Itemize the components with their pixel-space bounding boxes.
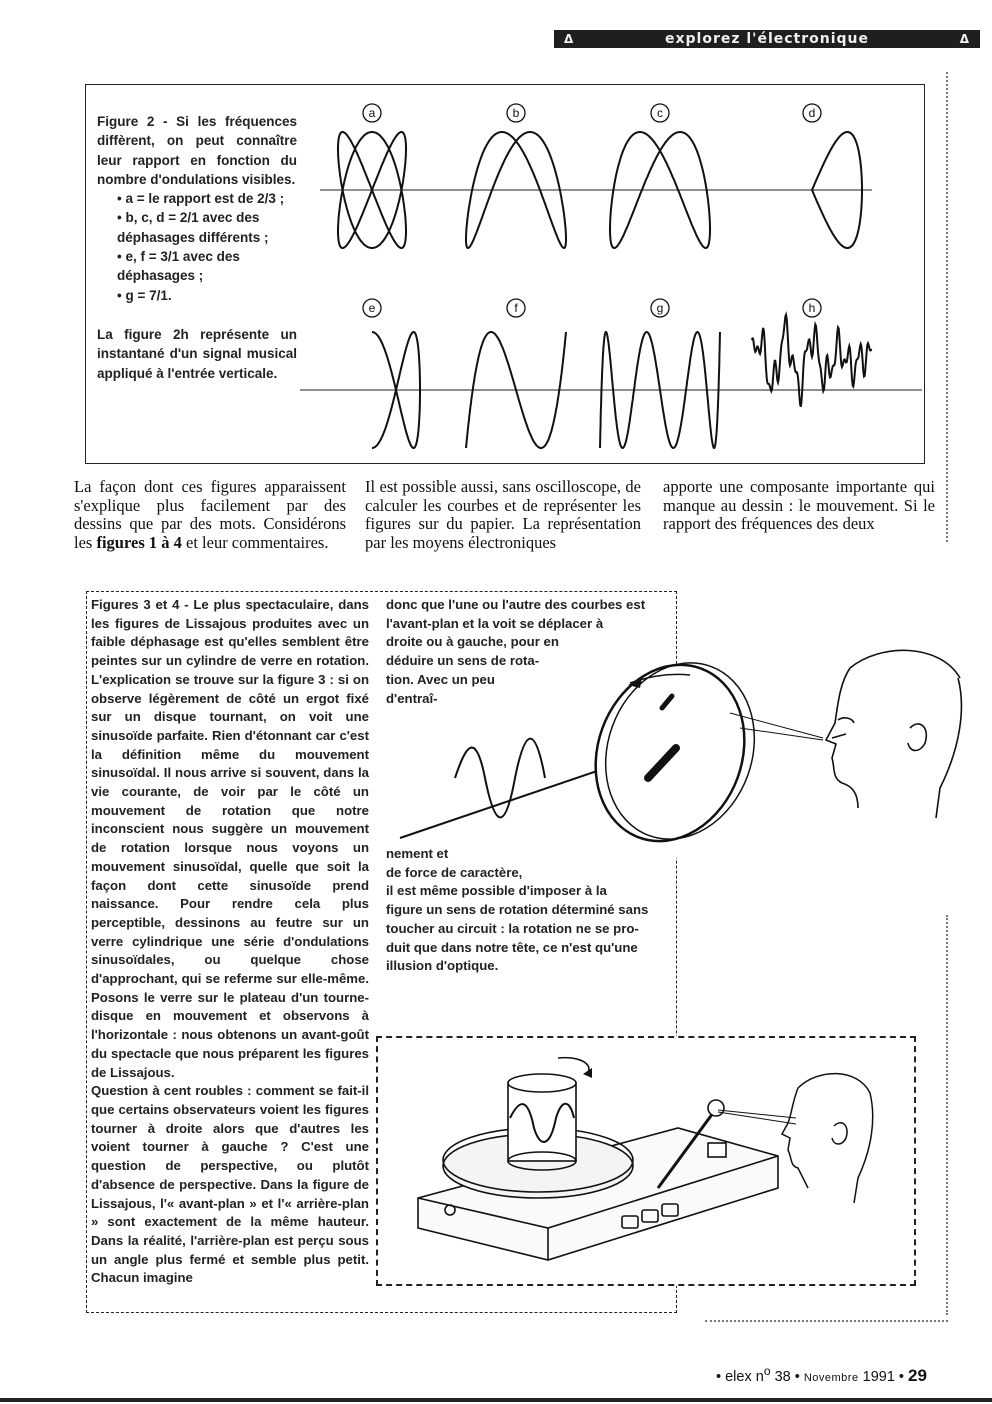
margin-dotted-rule <box>946 915 948 1315</box>
body-column-3: apporte une composante importante qui manque au dessin : le mouvement. Si le rapport des fréquences des deux <box>663 477 935 533</box>
figure-label-h: h <box>808 301 816 315</box>
page-number: 29 <box>908 1365 927 1385</box>
triangle-icon: Δ <box>959 32 970 46</box>
text-line: tion. Avec un peu <box>386 671 495 687</box>
column-text: La façon dont ces figures apparaissent s'explique plus facilement par des dessins que par des mots. Considérons les <box>74 477 346 552</box>
text-line: toucher au circuit : la rotation ne se pro- <box>386 920 639 936</box>
lissajous-curve <box>752 315 872 407</box>
text-line: l'avant-plan et la voit se déplacer à <box>386 615 604 631</box>
figure-label-b: b <box>512 106 520 120</box>
body-column-2: Il est possible aussi, sans oscilloscope, de calculer les courbes et de représenter les figures sur du papier. La représentation par les moyens électroniques <box>365 477 641 552</box>
text-line: illusion d'optique. <box>386 958 499 974</box>
footer-bullet: • <box>716 1368 722 1385</box>
figures-3-4-text <box>91 596 369 1288</box>
magazine-name: elex n <box>725 1368 764 1385</box>
figure-4-turntable-illustration <box>378 1038 914 1284</box>
banner-title: explorez l'électronique <box>664 31 870 47</box>
footer-bullet: • <box>898 1368 904 1385</box>
text-line: droite ou à gauche, pour en <box>386 634 559 650</box>
body-column-1 <box>74 478 346 552</box>
figure-3-rotating-disk-illustration <box>380 628 965 858</box>
issue-year: 1991 <box>862 1368 895 1385</box>
text-line: figure un sens de rotation déterminé sans <box>386 902 649 918</box>
paragraph: Figures 3 et 4 - Le plus spectaculaire, dans les figures de Lissajous produites avec un faible déphasage est qu'elles semblent être peintes sur un cylindre de verre en rotation. L'explication se trouve sur la figure 3 : si on observe légèrement de côté un ergot fixé sur un disque tournant, on voit une sinusoïde parfaite. Rien d'étonnant car c'est la définition même du mouvement sinusoïdal. Il nous arrive si souvent, dans la vie courante, de voir par le côté un mouvement de rotation que notre inconscient nous suggère un mouvement de rotation lorsque nous voyons un mouvement sinusoïdal, quelle que soit la façon dont cette sinusoïde prend naissance. Pour rendre cela plus perceptible, dessinons au feutre sur un verre cylindrique une série d'ondulations sinusoïdales, ou quelque chose d'approchant, qui se referme sur elle-même. Posons le verre sur le plateau d'un tourne-disque en mouvement et observons à l'horizontale : nous obtenons un avant-goût du spectacle que nous préparent les figures de Lissajous. <box>91 597 369 1080</box>
figures-3-4-text-continued <box>386 845 671 976</box>
figure-label-g: g <box>656 301 664 315</box>
footer-dotted-rule <box>705 1320 948 1322</box>
caption-item: • a = le rapport est de 2/3 ; <box>117 191 285 207</box>
figure-label-e: e <box>368 301 376 315</box>
figure-label-a: a <box>368 106 376 120</box>
caption-intro: Figure 2 - Si les fréquences diffèrent, on peut connaître leur rapport en fonction du nombre d'ondulations visibles. <box>97 114 297 187</box>
text-line: il est même possible d'imposer à la <box>386 883 607 899</box>
number-sign: o <box>763 1364 771 1378</box>
margin-dotted-rule <box>946 72 948 542</box>
lissajous-figures <box>300 98 925 450</box>
issue-month: Novembre <box>803 1371 859 1384</box>
text-line: de force de caractère, <box>386 864 523 880</box>
footer-bullet: • <box>794 1368 800 1385</box>
text-line: déduire un sens de rota- <box>386 653 540 669</box>
caption-note: La figure 2h représente un instantané d'un signal musical appliqué à l'entrée verticale. <box>97 326 297 381</box>
caption-item: • b, c, d = 2/1 avec des déphasages différents ; <box>117 210 269 245</box>
glass-cylinder <box>508 1083 576 1161</box>
caption-item: • e, f = 3/1 avec des déphasages ; <box>117 249 240 284</box>
figure-label-d: d <box>808 106 816 120</box>
text-line: duit que dans notre tête, ce n'est qu'une <box>386 939 638 955</box>
issue-number: 38 <box>774 1368 791 1385</box>
section-banner <box>554 30 980 48</box>
figure-label-c: c <box>657 106 663 120</box>
text-line: nement et <box>386 846 449 861</box>
paragraph: Question à cent roubles : comment se fait-il que certains observateurs voient les figures tourner à droite alors que d'autres les voient tourner à gauche ? C'est une question de perspective, ou plutôt d'absence de perspective. Dans la figure de Lissajous, l'« avant-plan » et l'« arrière-plan » sont exactement de la même hauteur. Dans la réalité, l'arrière-plan est perçu sous un angle plus fermé et semble plus petit. Chacun imagine <box>91 1083 369 1286</box>
observer-head-icon <box>782 1074 873 1203</box>
page-footer <box>716 1364 927 1386</box>
column-text: et leur commentaires. <box>181 532 329 552</box>
rotation-arrow-icon <box>583 1068 592 1078</box>
figure-reference: figures 1 à 4 <box>96 532 182 552</box>
caption-item: • g = 7/1. <box>117 287 172 303</box>
figure-label-f: f <box>514 301 518 315</box>
triangle-icon: Δ <box>564 32 575 46</box>
bottom-rule <box>0 1398 992 1402</box>
text-line: donc que l'une ou l'autre des courbes est <box>386 597 646 612</box>
figure-2-caption <box>97 112 297 383</box>
text-line: d'entraî- <box>386 690 438 706</box>
